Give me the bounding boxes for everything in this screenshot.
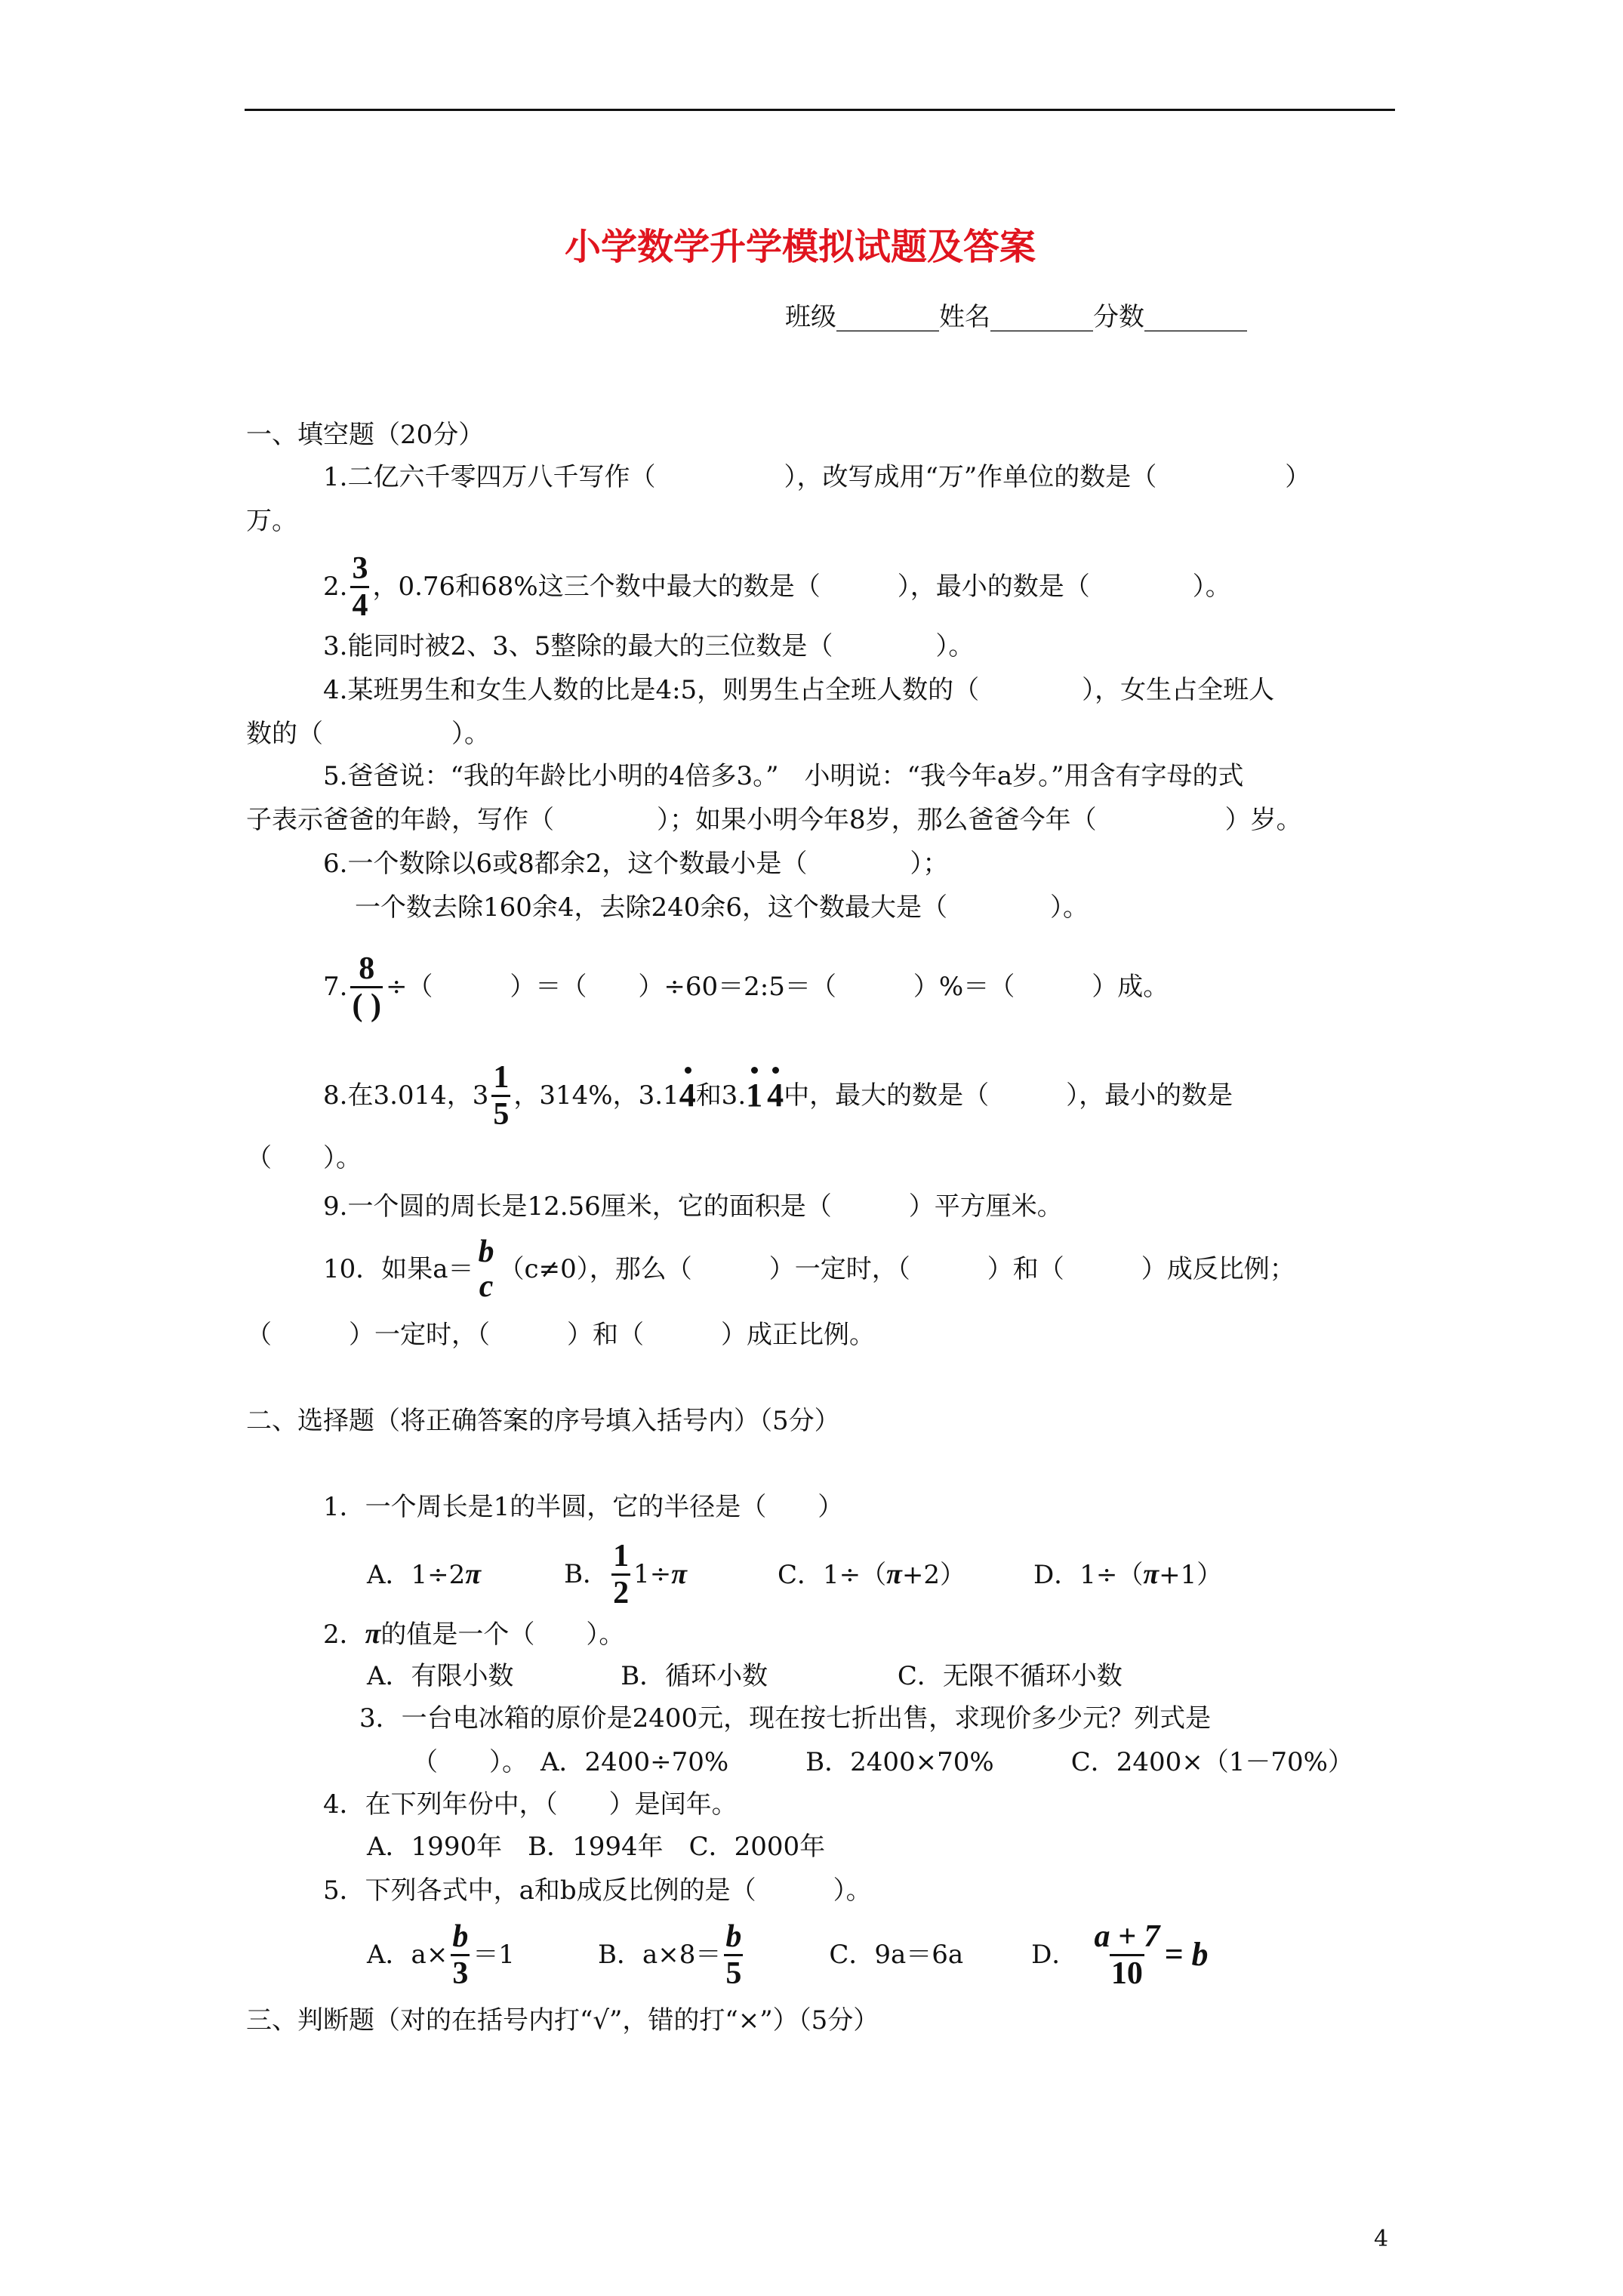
q6-line-1: 6.一个数除以6或8都余2，这个数最小是（ ）； [323,849,949,879]
s2-q5-option-a-text-end: ＝1 [473,1940,515,1970]
q2-line [323,545,1231,628]
q1-line-1: 1.二亿六千零四万八千写作（ ），改写成用“万”作单位的数是（ ） [323,462,1311,492]
q10-line-1 [323,1229,1295,1309]
s2-q5-option-b-denominator: 5 [724,1954,743,1991]
s2-q1-option-b-label: B． [564,1559,609,1589]
s2-q5-option-d-text-end: = b [1164,1936,1209,1973]
q2-fraction-numerator: 3 [352,550,368,586]
q8-line-1 [323,1054,1233,1137]
pi-symbol: π [1143,1558,1160,1590]
page-number: 4 [1374,2226,1389,2252]
s2-q2-prefix: 2． [323,1620,365,1650]
s2-q5-line: 5．下列各式中，a和b成反比例的是（ ）。 [323,1875,872,1906]
s2-q4-options: A．1990年 B．1994年 C．2000年 [367,1832,826,1862]
s2-q5-option-d-denominator: 10 [1110,1954,1144,1991]
s2-q2-option-a: A．有限小数 [367,1661,514,1691]
q10-prefix: 10．如果a＝ [323,1254,474,1284]
q2-text: ，0.76和68%这三个数中最大的数是（ ），最小的数是（ ）。 [372,572,1231,602]
section-1-heading: 一、填空题（20分） [246,420,485,450]
pi-symbol: π [465,1558,482,1590]
q8-text-1: ，314%，3.1 [513,1080,679,1111]
q7-fraction-numerator: 8 [359,951,375,986]
s2-q2-options [367,1661,1123,1691]
s2-q5-option-c: C．9a＝6a [829,1940,964,1970]
section-3-heading: 三、判断题（对的在括号内打“√”，错的打“×”）（5分） [246,2005,879,2036]
q8-fraction-numerator: 1 [493,1059,510,1095]
q8-fraction-denominator: 5 [491,1095,510,1132]
s2-q1-options [367,1533,1222,1616]
q8-repeating-digit-2a-value: 1 [746,1077,763,1114]
q8-repeating-digit-2b [767,1077,784,1114]
q9-line: 9.一个圆的周长是12.56厘米，它的面积是（ ）平方厘米。 [323,1191,1063,1222]
q1-line-2: 万。 [246,506,297,536]
q8-repeating-digit-2b-value: 4 [767,1077,784,1114]
q7-prefix: 7. [323,972,348,1002]
s2-q5-options [367,1913,1208,1996]
q10-text: （c≠0），那么（ ）一定时，（ ）和（ ）成反比例； [498,1254,1295,1284]
s2-q5-option-d-label: D． [1031,1940,1078,1970]
s2-q1-option-b-numerator: 1 [613,1538,630,1573]
q8-repeating-digit-2a [746,1077,763,1114]
s2-q1-option-c [778,1559,965,1590]
s2-q1-option-b-fraction [611,1539,630,1610]
q8-text-3: 中，最大的数是（ ），最小的数是 [784,1080,1233,1111]
s2-q1-option-a [367,1559,481,1590]
s2-q3-line-2: （ ）。 A．2400÷70% B．2400×70% C．2400×（1－70%） [412,1747,1354,1777]
s2-q5-option-a-text: A．a× [367,1940,448,1970]
q6-line-2: 一个数去除160余4，去除240余6，这个数最大是（ ）。 [355,892,1089,923]
q2-prefix: 2. [323,572,348,602]
s2-q1-option-b [564,1539,687,1610]
s2-q1-option-b-text: 1÷ [633,1559,672,1589]
q8-line-2: （ ）。 [246,1143,362,1173]
s2-q1-option-d-text: D．1÷（ [1033,1559,1144,1590]
q8-text-2: 和3. [695,1080,747,1111]
header-rule [245,109,1395,111]
q8-repeating-digit-1-value: 4 [679,1077,696,1114]
q7-line [323,945,1169,1028]
s2-q2-text: 的值是一个（ ）。 [380,1620,625,1650]
q8-repeating-digit-1 [679,1077,696,1114]
q7-fraction [350,951,382,1023]
s2-q1-option-c-text-end: +2） [901,1559,965,1590]
q10-line-2: （ ）一定时，（ ）和（ ）成正比例。 [246,1320,875,1350]
s2-q5-option-a-numerator: b [452,1918,469,1954]
pi-symbol: π [671,1558,687,1590]
s2-q3-line-1: 3．一台电冰箱的原价是2400元，现在按七折出售，求现价多少元？列式是 [359,1703,1212,1734]
repeating-dot [772,1067,779,1074]
s2-q1-line: 1．一个周长是1的半圆，它的半径是（ ） [323,1492,844,1522]
s2-q5-option-a-denominator: 3 [451,1954,470,1991]
pi-symbol: π [365,1618,381,1650]
q5-line-1: 5.爸爸说：“我的年龄比小明的4倍多3。” 小明说：“我今年a岁。”用含有字母的式 [323,761,1244,791]
s2-q2-option-c: C．无限不循环小数 [897,1661,1123,1691]
s2-q5-option-b-numerator: b [725,1918,742,1954]
q7-text: ÷（ ）＝（ ）÷60＝2:5＝（ ）%＝（ ）成。 [385,972,1169,1002]
student-info-line: 班级________姓名________分数________ [785,302,1247,332]
q2-fraction-denominator: 4 [350,586,369,623]
s2-q2-line [323,1619,624,1650]
q5-line-2: 子表示爸爸的年龄，写作（ ）；如果小明今年8岁，那么爸爸今年（ ）岁。 [246,805,1302,835]
s2-q4-line: 4．在下列年份中，（ ）是闰年。 [323,1789,738,1820]
q4-line-2: 数的（ ）。 [246,719,490,749]
s2-q1-option-b-denominator: 2 [611,1573,630,1610]
s2-q5-option-b [598,1919,746,1991]
s2-q5-option-b-fraction [724,1919,743,1991]
s2-q2-option-b: B．循环小数 [621,1661,768,1691]
s2-q5-option-b-text: B．a×8＝ [597,1940,722,1970]
repeating-dot [685,1067,691,1074]
s2-q5-option-d [1031,1919,1208,1991]
s2-q5-option-d-numerator: a + 7 [1094,1918,1160,1954]
q10-fraction-numerator: b [478,1234,494,1269]
q10-fraction [477,1234,496,1304]
s2-q5-option-a-fraction [451,1919,470,1991]
page-title: 小学数学升学模拟试题及答案 [565,226,1036,268]
pi-symbol: π [886,1558,902,1590]
q8-fraction [491,1060,510,1132]
q8-prefix: 8.在3.014，3 [323,1080,489,1111]
q10-fraction-denominator: c [479,1269,494,1304]
q2-fraction [350,551,369,623]
s2-q1-option-a-text: A．1÷2 [367,1559,466,1590]
q4-line-1: 4.某班男生和女生人数的比是4:5，则男生占全班人数的（ ），女生占全班人 [323,675,1275,705]
section-2-heading: 二、选择题（将正确答案的序号填入括号内）（5分） [246,1406,840,1436]
s2-q1-option-d [1033,1559,1222,1590]
q3-line: 3.能同时被2、3、5整除的最大的三位数是（ ）。 [323,631,975,661]
s2-q5-option-a [367,1919,515,1991]
q7-fraction-denominator: ( ) [350,986,382,1023]
repeating-dot [751,1067,758,1074]
s2-q1-option-c-text: C．1÷（ [777,1559,887,1590]
s2-q5-option-d-fraction [1092,1919,1161,1991]
s2-q1-option-d-text-end: +1） [1159,1559,1223,1590]
